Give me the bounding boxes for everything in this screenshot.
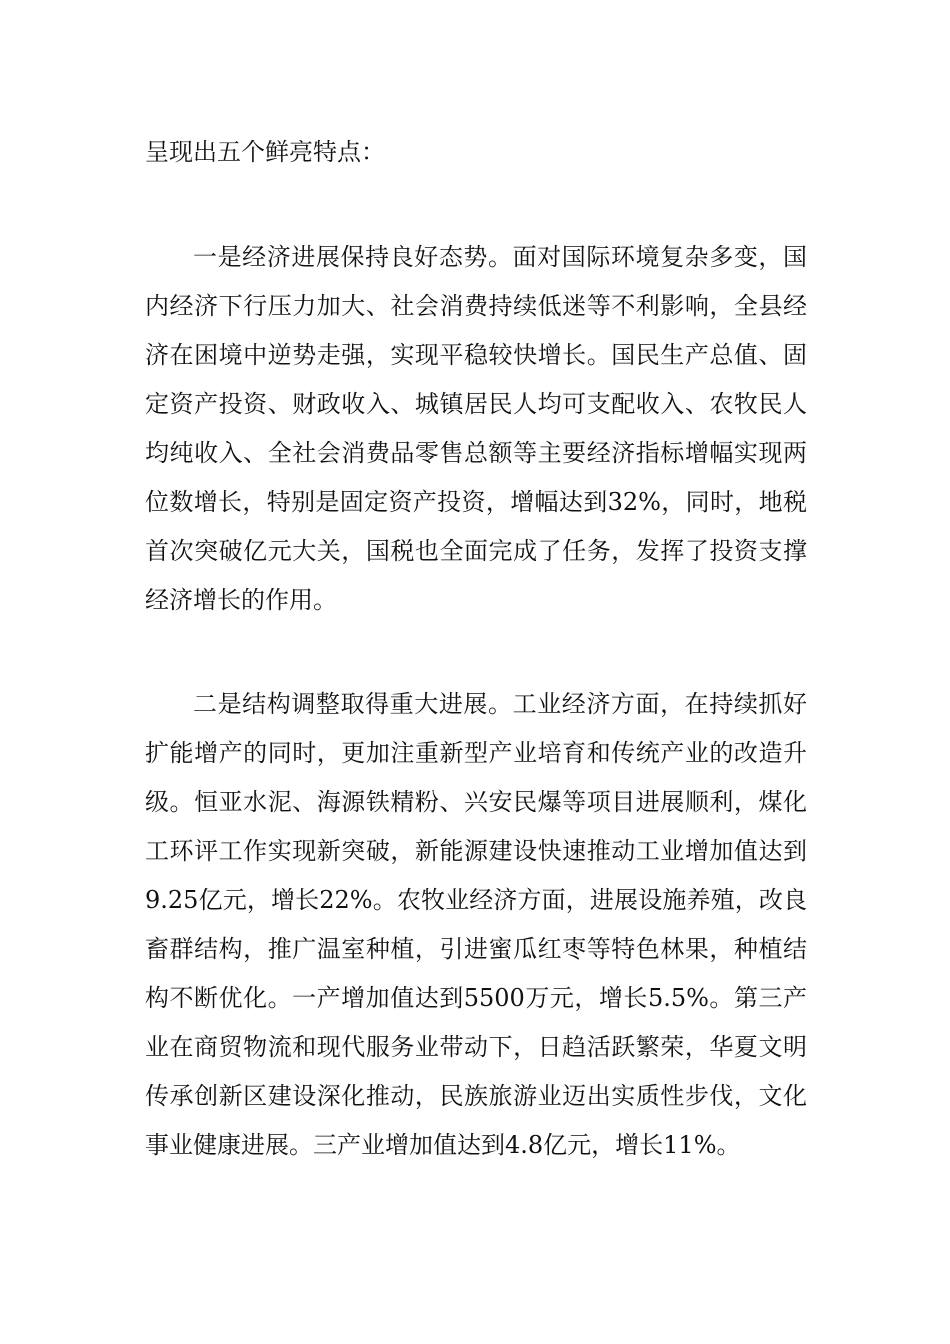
paragraph-economy: 一是经济进展保持良好态势。面对国际环境复杂多变，国内经济下行压力加大、社会消费持续低迷等不利影响，全县经济在困境中逆势走强，实现平稳较快增长。国民生产总值、固定资产投资、财政收入、城镇居民人均可支配收入、农牧民人均纯收入、全社会消费品零售总额等主要经济指标增幅实现两位数增长，特别是固定资产投资，增幅达到32%，同时，地税首次突破亿元大关，国税也全面完成了任务，发挥了投资支撑经济增长的作用。 bbox=[145, 243, 807, 614]
paragraph-structure: 二是结构调整取得重大进展。工业经济方面，在持续抓好扩能增产的同时，更加注重新型产业培育和传统产业的改造升级。恒亚水泥、海源铁精粉、兴安民爆等项目进展顺利，煤化工环评工作实现新突破，新能源建设快速推动工业增加值达到9.25亿元，增长22%。农牧业经济方面，进展设施养殖，改良畜群结构，推广温室种植，引进蜜瓜红枣等特色林果，种植结构不断优化。一产增加值达到5500万元，增长5.5%。第三产业在商贸物流和现代服务业带动下，日趋活跃繁荣，华夏文明传承创新区建设深化推动，民族旅游业迈出实质性步伐，文化事业健康进展。三产业增加值达到4.8亿元，增长11%。 bbox=[145, 690, 807, 1159]
document-body bbox=[145, 128, 807, 1170]
intro-line: 呈现出五个鲜亮特点： bbox=[145, 138, 385, 166]
